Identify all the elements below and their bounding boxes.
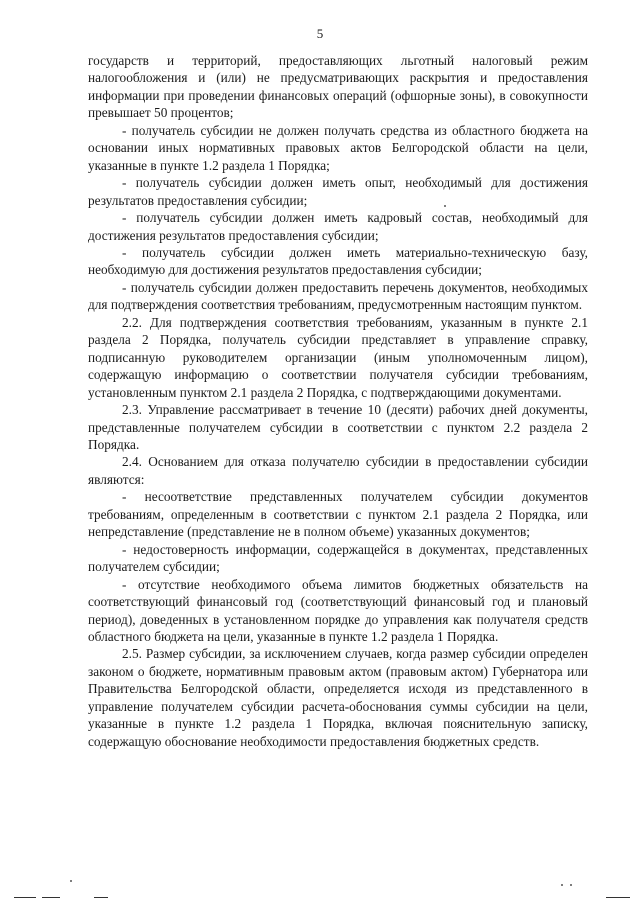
scan-speck [561,884,563,886]
scan-speck [570,884,572,886]
paragraph-refusal-unreliable-info: - недостоверность информации, содержащейся в документах, представленных получателем субсидии; [88,541,588,575]
paragraph-requirement-experience: - получатель субсидии должен иметь опыт, необходимый для достижения результатов предоставления субсидии; [88,175,588,208]
paragraph-2-5: 2.5. Размер субсидии, за исключением случаев, когда размер субсидии определен законом о бюджете, нормативным правовым актом (правовым актом) Губернатора или Правительства Белгородской области, определяется исходя из представленного в управление получателем субсидии расчета-обоснования суммы субсидии на цели, указанные в пункте 1.2 раздела 1 Порядка, включая пояснительную записку, содержащую обоснование необходимости предоставления бюджетных средств. [88,646,588,749]
paragraph-requirement-documents: - получатель субсидии должен предоставить перечень документов, необходимых для подтверждения соответствия требованиям, предусмотренным настоящим пунктом. [88,279,588,313]
paragraph-2-3: 2.3. Управление рассматривает в течение 10 (десяти) рабочих дней документы, представленные получателем субсидии в соответствии с пунктом 2.2 раздела 2 Порядка. [88,402,588,452]
scan-edge-line [606,897,630,898]
paragraph-requirement-material-base: - получатель субсидии должен иметь материально-техническую базу, необходимую для достижения результатов предоставления субсидии; [88,244,588,278]
scan-edge-line [94,897,108,898]
page-number: 5 [316,26,324,41]
scan-speck [70,880,72,882]
paragraph-continuation: государств и территорий, предоставляющих льготный налоговый режим налогообложения и (или) не предусматривающих раскрытия и предоставления информации при проведении финансовых операций (офшорные зоны), в совокупности превышает 50 процентов; [88,53,588,121]
scan-edge-line [42,897,60,898]
paragraph-2-2: 2.2. Для подтверждения соответствия требованиям, указанным в пункте 2.1 раздела 2 Порядка, получатель субсидии представляет в управление справку, подписанную руководителем организации (иным уполномоченным лицом), содержащую информацию о соответствии получателя субсидии требованиям, установленным пунктом 2.1 раздела 2 Порядка, с подтверждающими документами. [88,314,588,400]
paragraph-refusal-nonconformity: - несоответствие представленных получателем субсидии документов требованиям, определенным в соответствии с пунктом 2.1 раздела 2 Порядка, или непредставление (представление не в полном объеме) указанных документов; [88,489,588,540]
scan-edge-line [14,897,36,898]
paragraph-requirement-no-other-funds: - получатель субсидии не должен получать средства из областного бюджета на основании иных нормативных правовых актов Белгородской области на цели, указанные в пункте 1.2 раздела 1 Порядка; [88,122,588,173]
document-body [88,52,588,750]
paragraph-refusal-no-limits: - отсутствие необходимого объема лимитов бюджетных обязательств на соответствующий финансовый год (соответствующий финансовый год и плановый период), доведенных в установленном порядке до управления как получателя средств областного бюджета на цели, указанные в пункте 1.2 раздела 1 Порядка. [88,576,588,644]
paragraph-requirement-staff: - получатель субсидии должен иметь кадровый состав, необходимый для достижения результатов предоставления субсидии; [88,210,588,243]
paragraph-2-4: 2.4. Основанием для отказа получателю субсидии в предоставлении субсидии являются: [88,454,588,487]
scan-speck [444,205,446,207]
